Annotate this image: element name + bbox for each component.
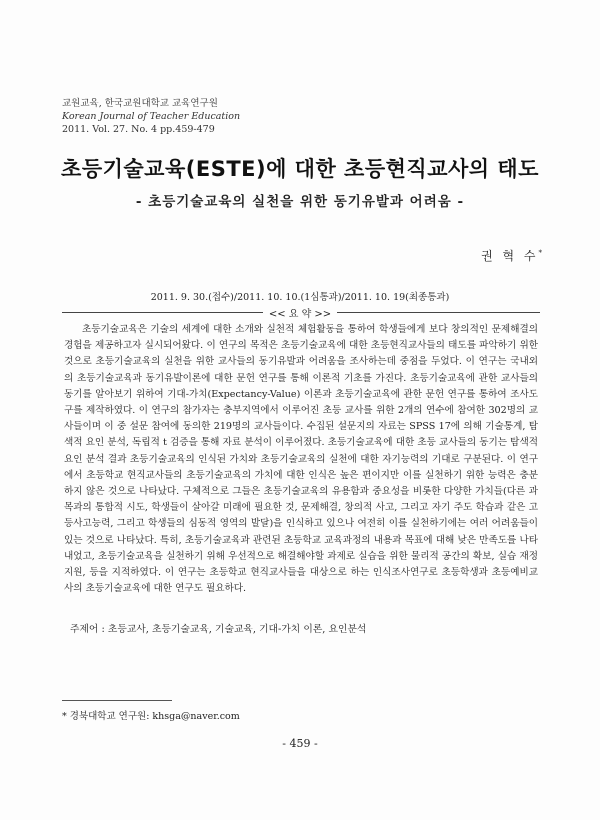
submission-dates: 2011. 9. 30.(접수)/2011. 10. 10.(1심통과)/2011. 10. 19(최종통과)	[150, 292, 450, 303]
journal-header	[62, 97, 240, 136]
author	[481, 247, 542, 264]
journal-name-en: Korean Journal of Teacher Education	[62, 111, 241, 122]
page-number: - 459 -	[282, 737, 318, 750]
journal-name-ko: 교원교육, 한국교원대학교 교육연구원	[62, 98, 218, 109]
abstract-body: 초등기술교육은 기술의 세계에 대한 소개와 실천적 체험활동을 통하여 학생들에게 보다 창의적인 문제해결의 경험을 제공하고자 실시되어왔다. 이 연구의 목적은 초등기술교육에 대한 초등현직교사들의 태도를 파악하기 위한 것으로 초등기술교육의 실천을 위한 교사들의 동기유발과 어려움을 조사하는데 중점을 두었다. 이 연구는 국내외의 초등기술교육과 동기유발이론에 대한 문헌 연구를 통해 이론적 기초를 가진다. 초등기술교육에 관한 교사들의 동기를 알아보기 위하여 기대-가치(Expectancy-Value) 이론과 초등기술교육에 관한 문헌 연구를 통하여 조사도구를 제작하였다. 이 연구의 참가자는 충부지역에서 이루어진 초등 교사를 위한 2개의 연수에 참여한 302명의 교사들이며 이 중 설문 참여에 동의한 219명의 교사들이다. 수집된 설문지의 자료는 SPSS 17에 의해 기술통계, 탐색적 요인 분석, 독립적 t 검증을 통해 자료 분석이 이루어졌다. 초등기술교육에 대한 초등 교사들의 동기는 탐색적 요인 분석 결과 초등기술교육의 인식된 가치와 초등기술교육의 실천에 대한 자기능력의 기대로 구분된다. 이 연구에서 초등학교 현직교사들의 초등기술교육의 가치에 대한 인식은 높은 편이지만 이를 실천하기 위한 능력은 충분하지 않은 것으로 나타났다. 구체적으로 그들은 초등기술교육의 유용함과 중요성을 비롯한 다양한 가치들(다른 과목과의 통합적 시도, 학생들이 살아갈 미래에 필요한 것, 문제해결, 창의적 사고, 그리고 자기 주도 학습과 같은 고등사고능력, 그리고 학생들의 심동적 영역의 발달)을 인식하고 있으나 여전히 이를 실천하기에는 여러 어려움들이 있는 것으로 나타났다. 특히, 초등기술교육과 관련된 초등학교 교육과정의 내용과 목표에 대해 낮은 만족도를 나타내었고, 초등기술교육을 실천하기 위해 우선적으로 해결해야할 과제로 실습을 위한 물리적 공간의 확보, 실습 재정 지원, 등을 지적하였다. 이 연구는 초등학교 현직교사들을 대상으로 하는 인식조사연구로 초등학생과 초등예비교사의 초등기술교육에 대한 연구도 필요하다.	[64, 324, 538, 595]
journal-volume: 2011. Vol. 27. No. 4 pp.459-479	[62, 124, 215, 135]
abstract-heading-text: << 요 약 >>	[263, 309, 337, 320]
author-footnote: * 경북대학교 연구원: khsga@naver.com	[62, 711, 240, 722]
abstract-heading	[0, 305, 600, 320]
paper-subtitle: - 초등기술교육의 실천을 위한 동기유발과 어려움 -	[135, 194, 465, 210]
footnote-divider	[62, 700, 172, 701]
author-footnote-mark: *	[538, 249, 542, 257]
author-name: 권 혁 수	[481, 249, 539, 263]
keywords: 주제어 : 초등교사, 초등기술교육, 기술교육, 기대-가치 이론, 요인분석	[70, 624, 367, 635]
paper-title: 초등기술교육(ESTE)에 대한 초등현직교사의 태도	[61, 157, 539, 181]
